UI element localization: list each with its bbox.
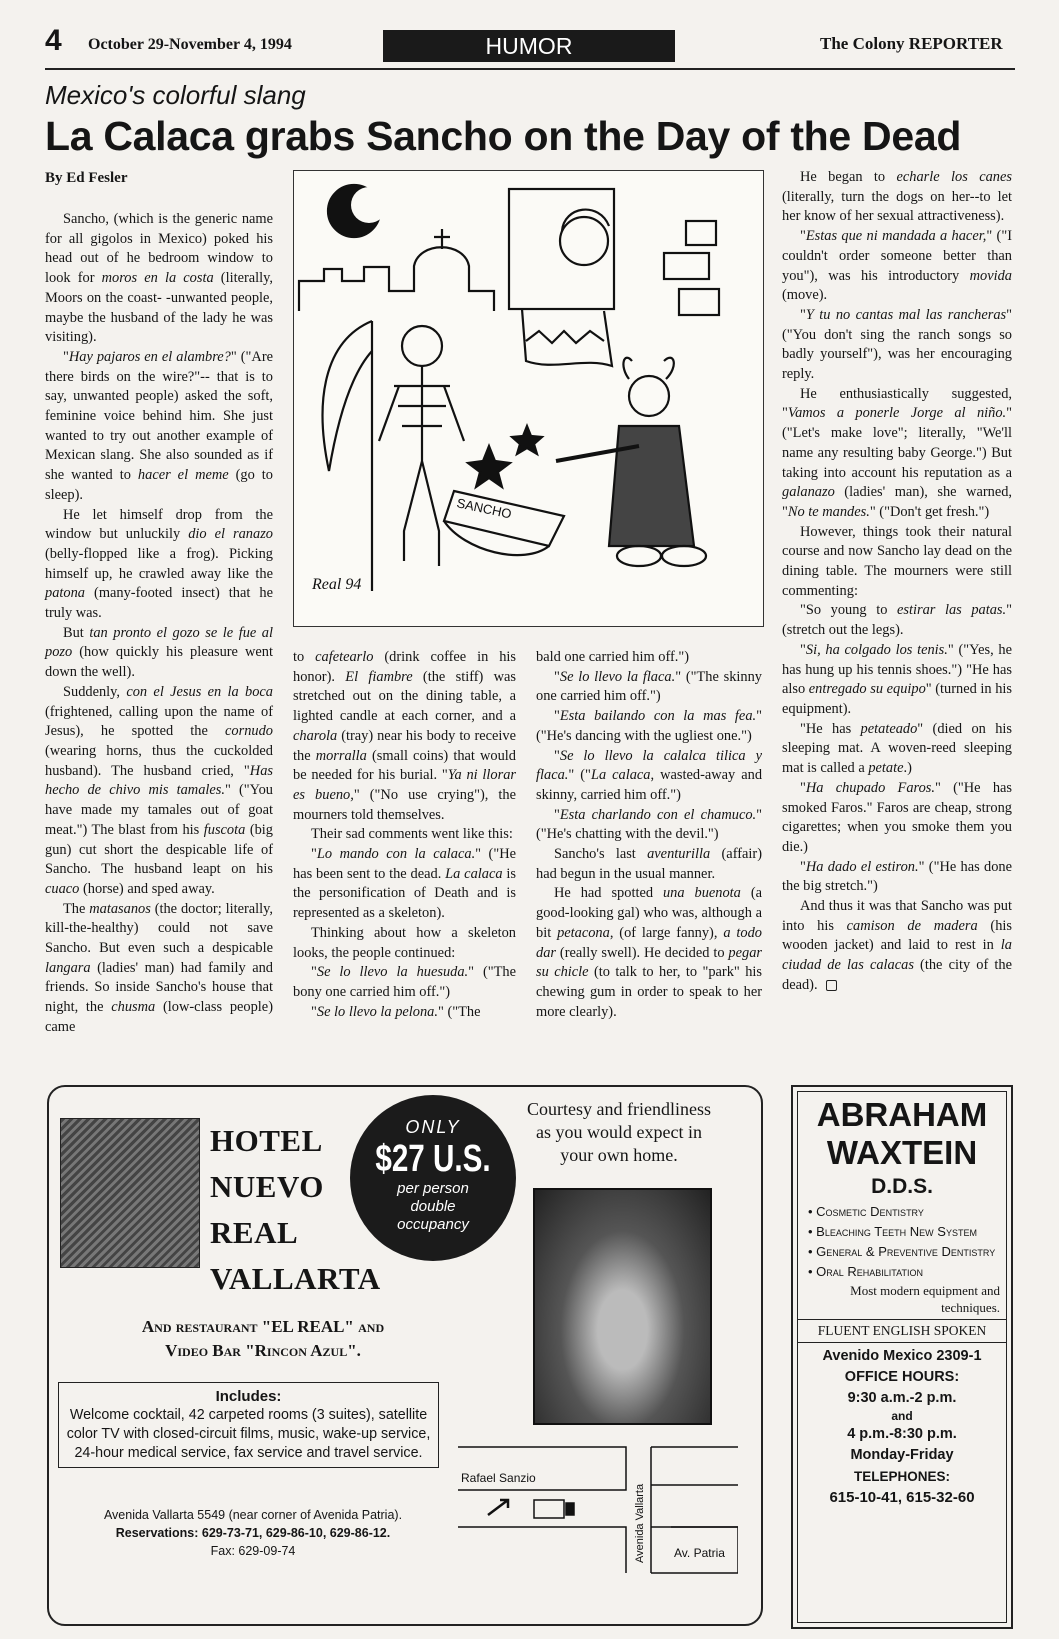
paragraph: Suddenly, con el Jesus en la boca (frightened, calling upon the name of Jesus), he spotted the cornudo (wearing horns, thus the cuckolded husband). The husband cried, "Has hecho de chivo mis tamales." ("You have made my tamales out of goat meat.") The blast from his fuscota (big gun) cut short the despicable life of Sancho. The husband leapt on his cuaco (horse) and sped away. bbox=[45, 683, 274, 897]
paragraph: "Si, ha colgado los tenis." ("Yes, he has hung up his tennis shoes.") "He has also entregado su equipo" (turned in his equipment). bbox=[782, 641, 1012, 717]
paragraph: He began to echarle los canes (literally, turn the dogs on her--to let her know of her sexual attractiveness). bbox=[782, 169, 1012, 225]
reservations-label: Reservations: bbox=[115, 1526, 199, 1540]
paragraph: "Lo mando con la calaca." ("He has been sent to the dead. La calaca is the personification of Death and is represented as a skeleton). bbox=[293, 846, 516, 922]
includes-title: Includes: bbox=[215, 1388, 282, 1405]
paragraph: "Se lo llevo la flaca." ("The skinny one carried him off.") bbox=[536, 668, 762, 705]
article-column-2 bbox=[293, 648, 516, 1022]
paragraph: bald one carried him off.") bbox=[536, 649, 690, 665]
restaurant-line: And restaurant "EL REAL" and bbox=[141, 1317, 385, 1336]
telephones: 615-10-41, 615-32-60 bbox=[829, 1489, 975, 1506]
hotel-address: Avenida Vallarta 5549 (near corner of Avenida Patria). bbox=[103, 1508, 403, 1522]
paragraph: However, things took their natural course and now Sancho lay dead on the dining table. The mourners were still commenting: bbox=[782, 523, 1012, 599]
paragraph: "Estas que ni mandada a hacer," ("I couldn't order someone better than you"), was his introductory movida (move). bbox=[782, 228, 1012, 304]
map-street-label: Rafael Sanzio bbox=[461, 1471, 536, 1485]
dentist-title: D.D.S. bbox=[871, 1175, 933, 1198]
hours-afternoon: 4 p.m.-8:30 p.m. bbox=[847, 1426, 957, 1442]
paragraph: Sancho, (which is the generic name for all gigolos in Mexico) poked his head out of he bedroom window to look for moros en la costa (literally, Moors on the coast- -unwanted people, maybe the husband of the lady he was visiting). bbox=[45, 211, 273, 346]
article-byline: By Ed Fesler bbox=[45, 170, 128, 186]
newspaper-name: The Colony REPORTER bbox=[820, 34, 1003, 53]
equipment-note: Most modern equipment and techniques. bbox=[850, 1283, 1000, 1315]
restaurant-line: Video Bar "Rincon Azul". bbox=[165, 1341, 361, 1360]
paragraph: Their sad comments went like this: bbox=[311, 826, 513, 843]
cartoon-drawing bbox=[294, 171, 763, 626]
price-badge-top: ONLY bbox=[405, 1117, 461, 1137]
issue-date: October 29-November 4, 1994 bbox=[88, 36, 292, 53]
paragraph: Thinking about how a skeleton looks, the people continued: bbox=[293, 924, 516, 961]
page-number: 4 bbox=[45, 24, 62, 57]
map-drawing bbox=[456, 1445, 738, 1575]
paragraph: "Se lo llevo la pelona." ("The bbox=[311, 1003, 481, 1020]
hotel-contact bbox=[58, 1506, 448, 1560]
hotel-fax: Fax: 629-09-74 bbox=[210, 1544, 296, 1558]
paragraph: to cafetearlo (drink coffee in his honor). El fiambre (the stiff) was stretched out on the dining table, a lighted candle at each corner, and a charola (tray) near his body to receive the morralla (small coins) that would be needed for his burial. "Ya ni llorar es bueno," ("No use crying"), the mourners told themselves. bbox=[293, 649, 517, 823]
section-banner: HUMOR bbox=[383, 30, 675, 62]
paragraph: And thus it was that Sancho was put into his camison de madera (his wooden jacket) and laid to rest in la ciudad de las calacas (the city of the dead). bbox=[782, 898, 1012, 993]
english-note: FLUENT ENGLISH SPOKEN bbox=[798, 1319, 1006, 1343]
service-item: • Bleaching Teeth New System bbox=[808, 1224, 977, 1239]
dentist-name: WAXTEIN bbox=[826, 1134, 978, 1171]
map-street-label: Av. Patria bbox=[674, 1546, 725, 1560]
cartoon-illustration bbox=[293, 170, 764, 627]
paragraph: "Se lo llevo la calalca tilica y flaca." ("La calaca, wasted-away and skinny, carried him off.") bbox=[536, 747, 763, 803]
map-street-label: Avenida Vallarta bbox=[634, 1483, 646, 1563]
includes-box bbox=[58, 1382, 439, 1468]
paragraph: But tan pronto el gozo se le fue al pozo (how quickly his pleasure went down the well). bbox=[45, 624, 273, 681]
hours-title: OFFICE HOURS: bbox=[844, 1369, 960, 1385]
restaurant-info bbox=[63, 1315, 463, 1363]
price-badge-line: occupancy bbox=[397, 1216, 469, 1233]
paragraph: He enthusiastically suggested, "Vamos a ponerle Jorge al niño." ("Let's make love"; literally, "We'll name any resulting baby George.") But taking into account his reputation as a galanazo (ladies' man), she warned, "No te mandes." ("Don't get fresh.") bbox=[782, 385, 1012, 520]
paragraph: "Y tu no cantas mal las rancheras" ("You don't sing the ranch songs so badly yourself"), was her encouraging reply. bbox=[782, 306, 1012, 383]
service-item: • General & Preventive Dentistry bbox=[808, 1244, 996, 1259]
reservations-phones: 629-73-71, 629-86-10, 629-86-12. bbox=[201, 1526, 391, 1540]
article-headline: La Calaca grabs Sancho on the Day of the Dead bbox=[45, 113, 962, 159]
dining-room-photo bbox=[533, 1188, 712, 1425]
hours-morning: 9:30 a.m.-2 p.m. bbox=[847, 1390, 957, 1406]
paragraph: "Se lo llevo la huesuda." ("The bony one carried him off.") bbox=[293, 964, 516, 1000]
hotel-name-line: HOTEL bbox=[210, 1123, 323, 1158]
article-column-3 bbox=[536, 648, 762, 1022]
paragraph: "Esta bailando con la mas fea." ("He's dancing with the ugliest one.") bbox=[536, 708, 762, 744]
service-item: • Oral Rehabilitation bbox=[808, 1264, 923, 1279]
hotel-name-line: NUEVO bbox=[210, 1169, 324, 1204]
artist-signature: Real 94 bbox=[312, 576, 362, 593]
article-kicker: Mexico's colorful slang bbox=[45, 80, 306, 110]
hotel-name-line: REAL bbox=[210, 1215, 299, 1250]
paragraph: "Hay pajaros en el alambre?" ("Are there birds on the wire?"-- that is to say, unwanted people) asked the soft, feminine voice behind him. She just wanted to try out another example of Mexican slang. She also sounded as if she wanted to hacer el meme (go to sleep). bbox=[45, 348, 274, 503]
paragraph: "He has petateado" (died on his sleeping mat. A woven-reed sleeping mat is called a petate.) bbox=[782, 720, 1012, 777]
coffin-label: SANCHO bbox=[455, 495, 513, 522]
paragraph: "So young to estirar las patas." (stretch out the legs). bbox=[782, 602, 1012, 639]
price-badge-line: double bbox=[410, 1198, 456, 1215]
hotel-photo bbox=[60, 1118, 200, 1268]
telephones-label: TELEPHONES: bbox=[853, 1469, 950, 1484]
article-column-1 bbox=[45, 210, 273, 1038]
location-map bbox=[456, 1445, 738, 1575]
office-days: Monday-Friday bbox=[850, 1447, 954, 1463]
price-amount: $27 U.S. bbox=[375, 1138, 491, 1180]
paragraph: Sancho's last aventurilla (affair) had begun in the usual manner. bbox=[536, 846, 762, 882]
dentist-address: Avenido Mexico 2309-1 bbox=[822, 1348, 982, 1364]
dentist-name: ABRAHAM bbox=[816, 1096, 988, 1133]
hotel-name-line: VALLARTA bbox=[210, 1261, 381, 1296]
hours-and: and bbox=[891, 1409, 913, 1423]
includes-text: Welcome cocktail, 42 carpeted rooms (3 suites), satellite color TV with closed-circuit films, music, wake-up service, 24-hour medical service, fax service and travel service. bbox=[66, 1407, 431, 1461]
paragraph: The matasanos (the doctor; literally, kill-the-healthy) could not save Sancho. But even such a despicable langara (ladies' man) had family and friends. So inside Sancho's house that night, the chusma (low-class people) came bbox=[45, 900, 273, 1035]
paragraph: He let himself drop from the window but unluckily dio el ranazo (belly-flopped like a frog). Picking himself up, he crawled away like the patona (many-footed insect) that he truly was. bbox=[45, 506, 273, 622]
dentist-advertisement bbox=[791, 1085, 1013, 1629]
paragraph: "Ha chupado Faros." ("He has smoked Faros." Faros are cheap, strong cigarettes; when you smoke them you die.) bbox=[782, 779, 1012, 855]
service-item: • Cosmetic Dentistry bbox=[808, 1204, 924, 1219]
end-mark-icon bbox=[826, 980, 837, 991]
paragraph: He had spotted una buenota (a good-looking gal) who was, although a bit petacona, (of large fanny), a todo dar (really swell). He decided to pegar su chicle (to talk to her, to "park" his chewing gum in order to speak to her more clearly). bbox=[536, 885, 763, 1020]
hotel-slogan: Courtesy and friendliness as you would expect in your own home. bbox=[527, 1099, 711, 1165]
paragraph: "Ha dado el estiron." ("He has done the big stretch.") bbox=[782, 858, 1012, 895]
article-column-4 bbox=[782, 168, 1012, 996]
price-badge-line: per person bbox=[397, 1180, 469, 1197]
price-badge bbox=[350, 1095, 516, 1261]
paragraph: "Esta charlando con el chamuco." ("He's chatting with the devil.") bbox=[536, 806, 762, 843]
header-rule bbox=[45, 68, 1015, 70]
